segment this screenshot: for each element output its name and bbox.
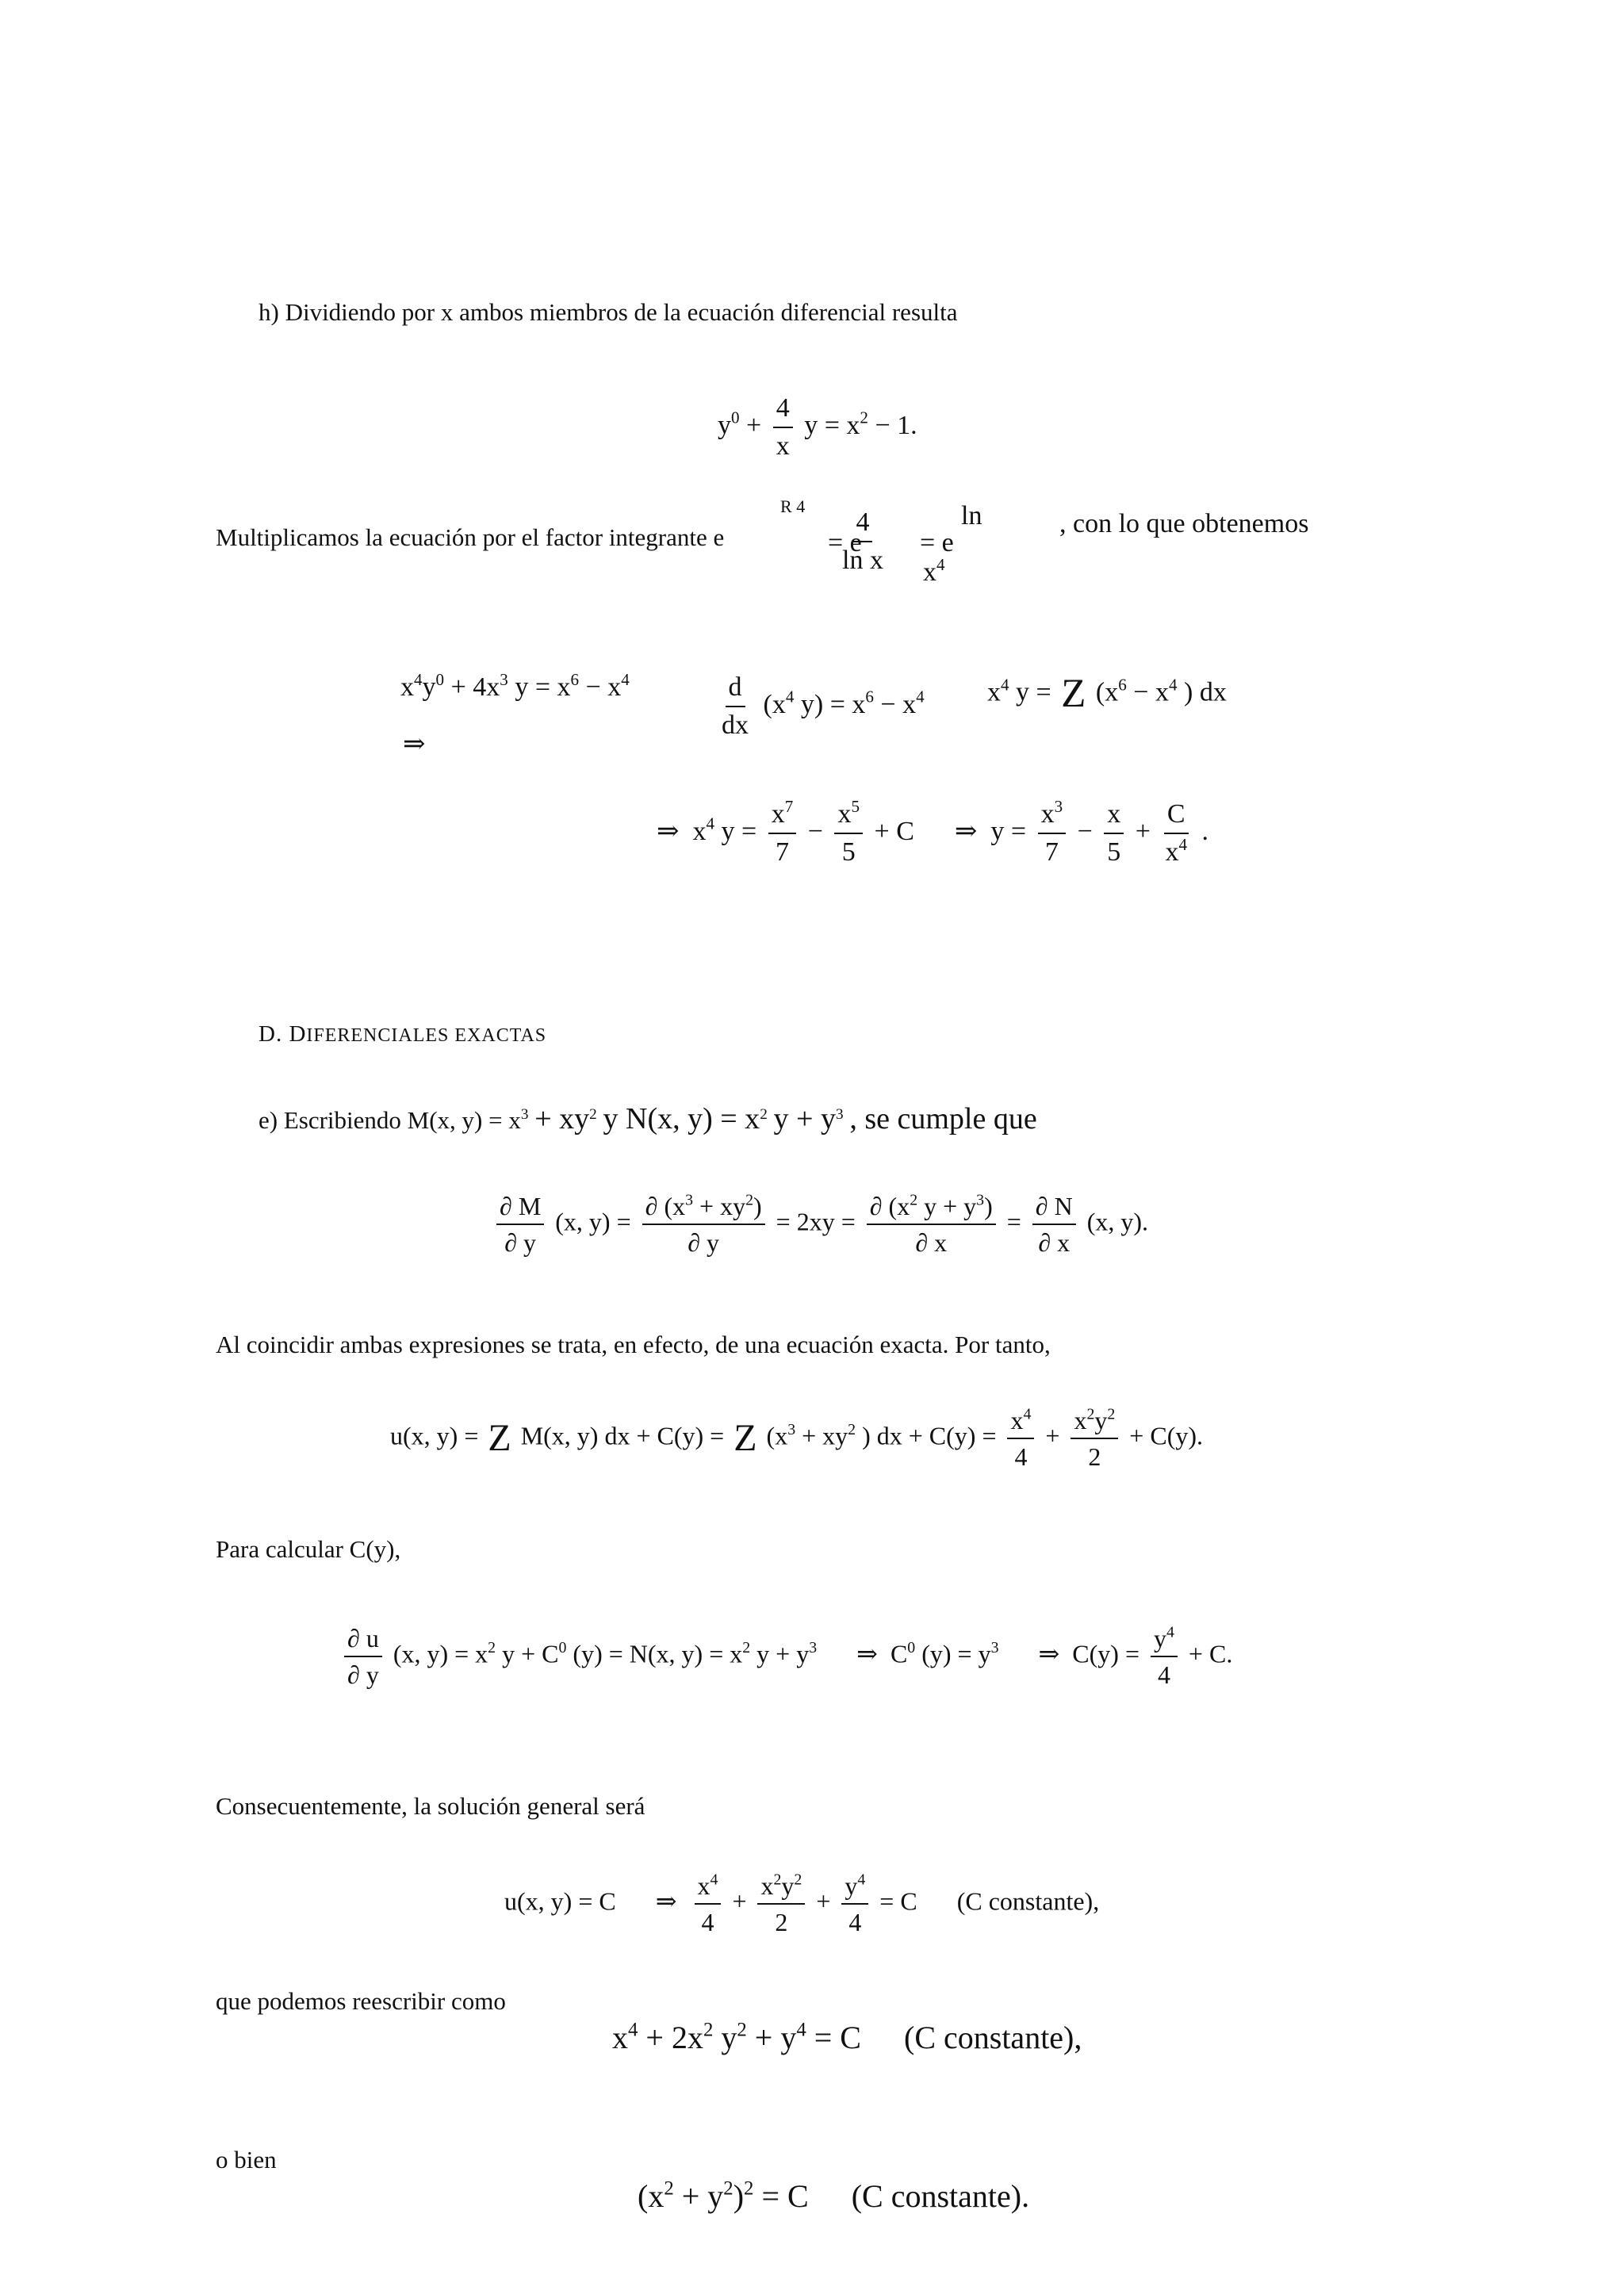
- fraction-d-over-dx: $\frac{d}{dx}$: [722, 672, 749, 740]
- fraction-y4-over-4: $\frac{y^4}{4}$: [1151, 1626, 1178, 1687]
- factor-result: , con lo que obtenemos: [1059, 509, 1309, 538]
- partial-derivatives-equation: $\frac{\partial M}{\partial y}$ (x, y) = $\frac{\partial (x^3 + xy^2)}{\partial y}$ = 2xy = $\frac{\partial (x^2 y + y^3)}{\partial x}$ = $\frac{\partial N}{\partial x}$ (x, y).: [492, 1193, 1148, 1255]
- ln-term: ln: [961, 501, 982, 530]
- equation-h1: $y^0$ + $\frac{4}{x}$ $y = x^2 - 1$.: [718, 393, 917, 461]
- C-derivative-equation: $\frac{\partial u}{\partial y}$ (x, $y) = x^2$ $y + C^0$ (y) = N(x, $y) = x^2$ $y + y^3$ ⇒ $C^0$ $(y) = y^3$ ⇒ C(y) = $\frac{y^4}{4}$ + C.: [339, 1626, 1232, 1687]
- final-equation: $(x^2 + y^2)^2 = C$ (C constante).: [638, 2177, 1030, 2214]
- fraction-C-over-x4: $\frac{C}{x^4}$: [1165, 799, 1188, 867]
- potential-function-equation: u(x, y) = Z M(x, y) dx + C(y) = Z ($x^3 + xy^2$ ) dx + C(y) = $\frac{x^4}{4}$ + $\frac{x^2y^2}{2}$ + C(y).: [390, 1405, 1203, 1471]
- gen-fraction-y4-over-4: $\frac{y^4}{4}$: [841, 1873, 868, 1935]
- calc-C-text: Para calcular C(y),: [216, 1535, 401, 1563]
- fraction-x5-over-5: $\frac{x^5}{5}$: [834, 801, 863, 866]
- integral-superscript: R 4: [780, 496, 806, 516]
- x4-term: $x^4$: [923, 554, 945, 587]
- equals-e: = e: [828, 528, 862, 557]
- implies-arrow: ⇒: [403, 730, 426, 759]
- fraction-x-over-5: $\frac{x}{5}$: [1104, 801, 1124, 866]
- fraction-x3-over-7: $\frac{x^3}{7}$: [1038, 801, 1067, 866]
- fraction-x7-over-7: $\frac{x^7}{7}$: [768, 801, 797, 866]
- rewrite-text: que podemos reescribir como: [216, 1987, 506, 2015]
- equation-h3: ⇒ $x^4$ y = $\frac{x^7}{7}$ − $\frac{x^5}{5}$ + C ⇒ y = $\frac{x^3}{7}$ − $\frac{x}{5}$ + $\frac{C}{x^4}$ .: [657, 796, 1209, 867]
- fraction-x2y2-over-2: $\frac{x^2y^2}{2}$: [1071, 1407, 1118, 1469]
- fraction-4-over-lnx: $\frac{4}{\text{ln x}}$: [842, 507, 883, 575]
- general-solution-text: Consecuentemente, la solución general será: [216, 1792, 645, 1820]
- equation-h2-derivative: $\frac{d}{dx}$ ($x^4$ $y) = x^6 - x^4$: [714, 674, 925, 739]
- exact-conclusion-text: Al coincidir ambas expresiones se trata, en efecto, de una ecuación exacta. Por tanto,: [216, 1331, 1051, 1358]
- general-solution-equation: u(x, y) = C ⇒ $\frac{x^4}{4}$ + $\frac{x^2y^2}{2}$ + $\frac{y^4}{4}$ = C (C constante),: [504, 1871, 1100, 1936]
- integrating-factor-text: Multiplicamos la ecuación por el factor integrante e: [216, 523, 725, 551]
- fraction-4-over-x: $\frac{4}{x}$: [773, 395, 793, 460]
- fraction-dM-dy: $\frac{\partial M}{\partial y}$: [496, 1193, 544, 1255]
- section-h-intro: h) Dividiendo por x ambos miembros de la ecuación diferencial resulta: [259, 298, 958, 326]
- fraction-x4-over-4: $\frac{x^4}{4}$: [1007, 1407, 1034, 1469]
- fraction-d-xcubed-dy: $\frac{\partial (x^3 + xy^2)}{\partial y}$: [642, 1193, 765, 1255]
- gen-fraction-x2y2-over-2: $\frac{x^2y^2}{2}$: [757, 1873, 805, 1935]
- fraction-dN-dx: $\frac{\partial N}{\partial x}$: [1032, 1193, 1076, 1255]
- equation-h2-lhs: $x^4y^0 + 4x^3$ $y = x^6 - x^4$: [400, 669, 630, 702]
- fraction-d-xsq-dx: $\frac{\partial (x^2 y + y^3)}{\partial x}$: [867, 1193, 996, 1255]
- fraction-du-dy: $\frac{\partial u}{\partial y}$: [344, 1626, 382, 1687]
- section-d-heading: D. DIFERENCIALES EXACTAS: [259, 1021, 547, 1047]
- rewritten-equation: $x^4 + 2x^2$ $y^2 + y^4 = C$ (C constante),: [612, 2019, 1082, 2055]
- gen-fraction-x4-over-4: $\frac{x^4}{4}$: [695, 1873, 722, 1935]
- equals-e-2: = e: [920, 528, 954, 557]
- or-text: o bien: [216, 2146, 277, 2173]
- equation-h2-rhs: $x^4$ y = Z ($x^6 - x^4$ ) dx: [987, 672, 1227, 716]
- section-e-intro: e) Escribiendo M(x, $y) = x^3 + xy^2$ y N(x, $y) = x^2$ $y + y^3$ , se cumple que: [259, 1102, 1037, 1136]
